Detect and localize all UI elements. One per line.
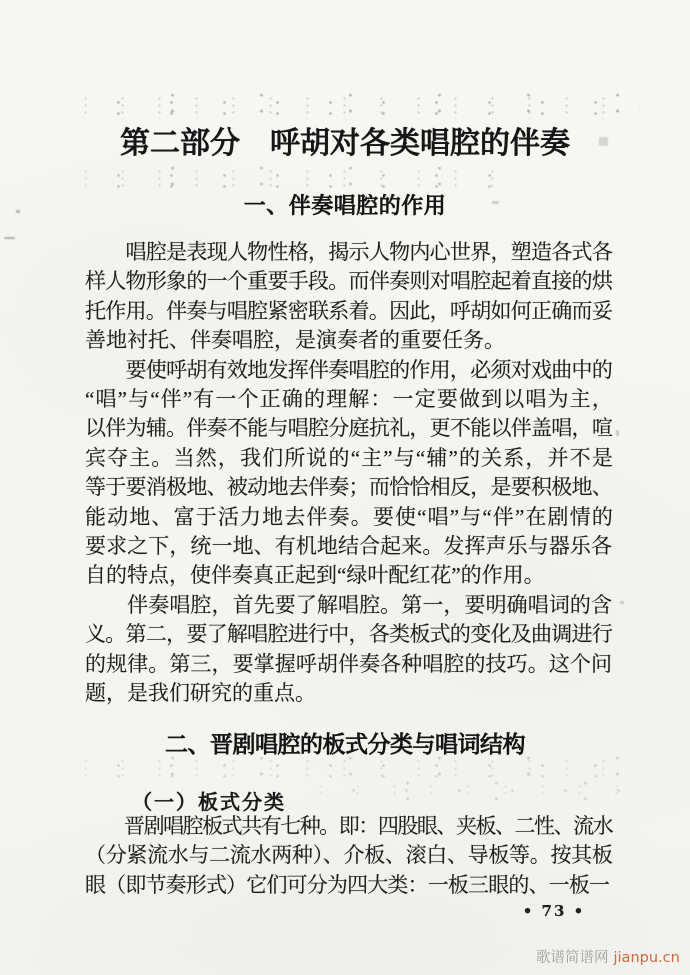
text-line: 晋剧唱腔板式共有七种。即：四股眼、夹板、二性、流水 xyxy=(85,814,612,838)
text-line: 托作用。伴奏与唱腔紧密联系着。因此，呼胡如何正确而妥 xyxy=(85,298,612,323)
scan-smudge xyxy=(616,430,619,436)
text-line: 能动地、富于活力地去伴奏。要使“唱”与“伴”在剧情的 xyxy=(85,504,612,529)
section-1-heading: 一、伴奏唱腔的作用 xyxy=(243,194,447,219)
paragraph xyxy=(85,591,612,709)
part-title: 第二部分 呼胡对各类唱腔的伴奏 xyxy=(120,127,570,160)
text-line: 题，是我们研究的重点。 xyxy=(85,681,316,706)
text-line: 以伴为辅。伴奏不能与唱腔分庭抗礼，更不能以伴盖唱，喧 xyxy=(85,416,612,441)
text-line: 等于要消极地、被动地去伴奏；而恰恰相反，是要积极地、 xyxy=(85,475,612,500)
text-line: 自的特点，使伴奏真正起到“绿叶配红花”的作用。 xyxy=(85,563,545,588)
watermark-site-url: jianpu.cn xyxy=(613,950,680,966)
scan-noise-band xyxy=(85,94,640,119)
section-2-heading: 二、晋剧唱腔的板式分类与唱词结构 xyxy=(165,732,525,758)
text-line: 样人物形象的一个重要手段。而伴奏则对唱腔起着直接的烘 xyxy=(85,269,612,294)
scan-noise-band xyxy=(320,782,630,800)
text-line: 要求之下，统一地、有机地结合起来。发挥声乐与器乐各 xyxy=(85,534,612,559)
text-line: “唱”与“伴”有一个正确的理解：一定要做到以唱为主， xyxy=(85,387,612,412)
scan-noise-band xyxy=(85,757,630,777)
text-line: 善地衬托、伴奏唱腔，是演奏者的重要任务。 xyxy=(85,328,505,353)
text-line: 宾夺主。当然，我们所说的“主”与“辅”的关系，并不是 xyxy=(85,445,612,470)
page-number: • 73 • xyxy=(522,902,586,920)
watermark-site-name: 歌谱简谱网 xyxy=(536,950,609,966)
text-line: （分紧流水与二流水两种）、介板、滚白、导板等。按其板 xyxy=(85,843,612,868)
paragraph xyxy=(85,356,612,591)
body-text-block xyxy=(85,238,612,709)
text-line: 要使呼胡有效地发挥伴奏唱腔的作用，必须对戏曲中的 xyxy=(85,357,612,382)
text-line: 的规律。第三，要掌握呼胡伴奏各种唱腔的技巧。这个问 xyxy=(85,651,612,676)
scan-smudge xyxy=(4,237,15,239)
subsection-heading: （一）板式分类 xyxy=(132,792,286,814)
text-line: 伴奏唱腔，首先要了解唱腔。第一，要明确唱词的含 xyxy=(85,592,612,617)
text-line: 眼（即节奏形式）它们可分为四大类：一板三眼的、一板一 xyxy=(85,872,610,897)
text-line: 唱腔是表现人物性格，揭示人物内心世界，塑造各式各 xyxy=(85,240,612,264)
scan-noise-band xyxy=(85,167,515,188)
scan-smudge xyxy=(620,601,624,604)
paragraph xyxy=(85,812,612,900)
body-text-block xyxy=(85,812,612,900)
watermark xyxy=(536,946,680,967)
text-line: 义。第二，要了解唱腔进行中，各类板式的变化及曲调进行 xyxy=(85,622,612,647)
paragraph xyxy=(85,238,612,356)
